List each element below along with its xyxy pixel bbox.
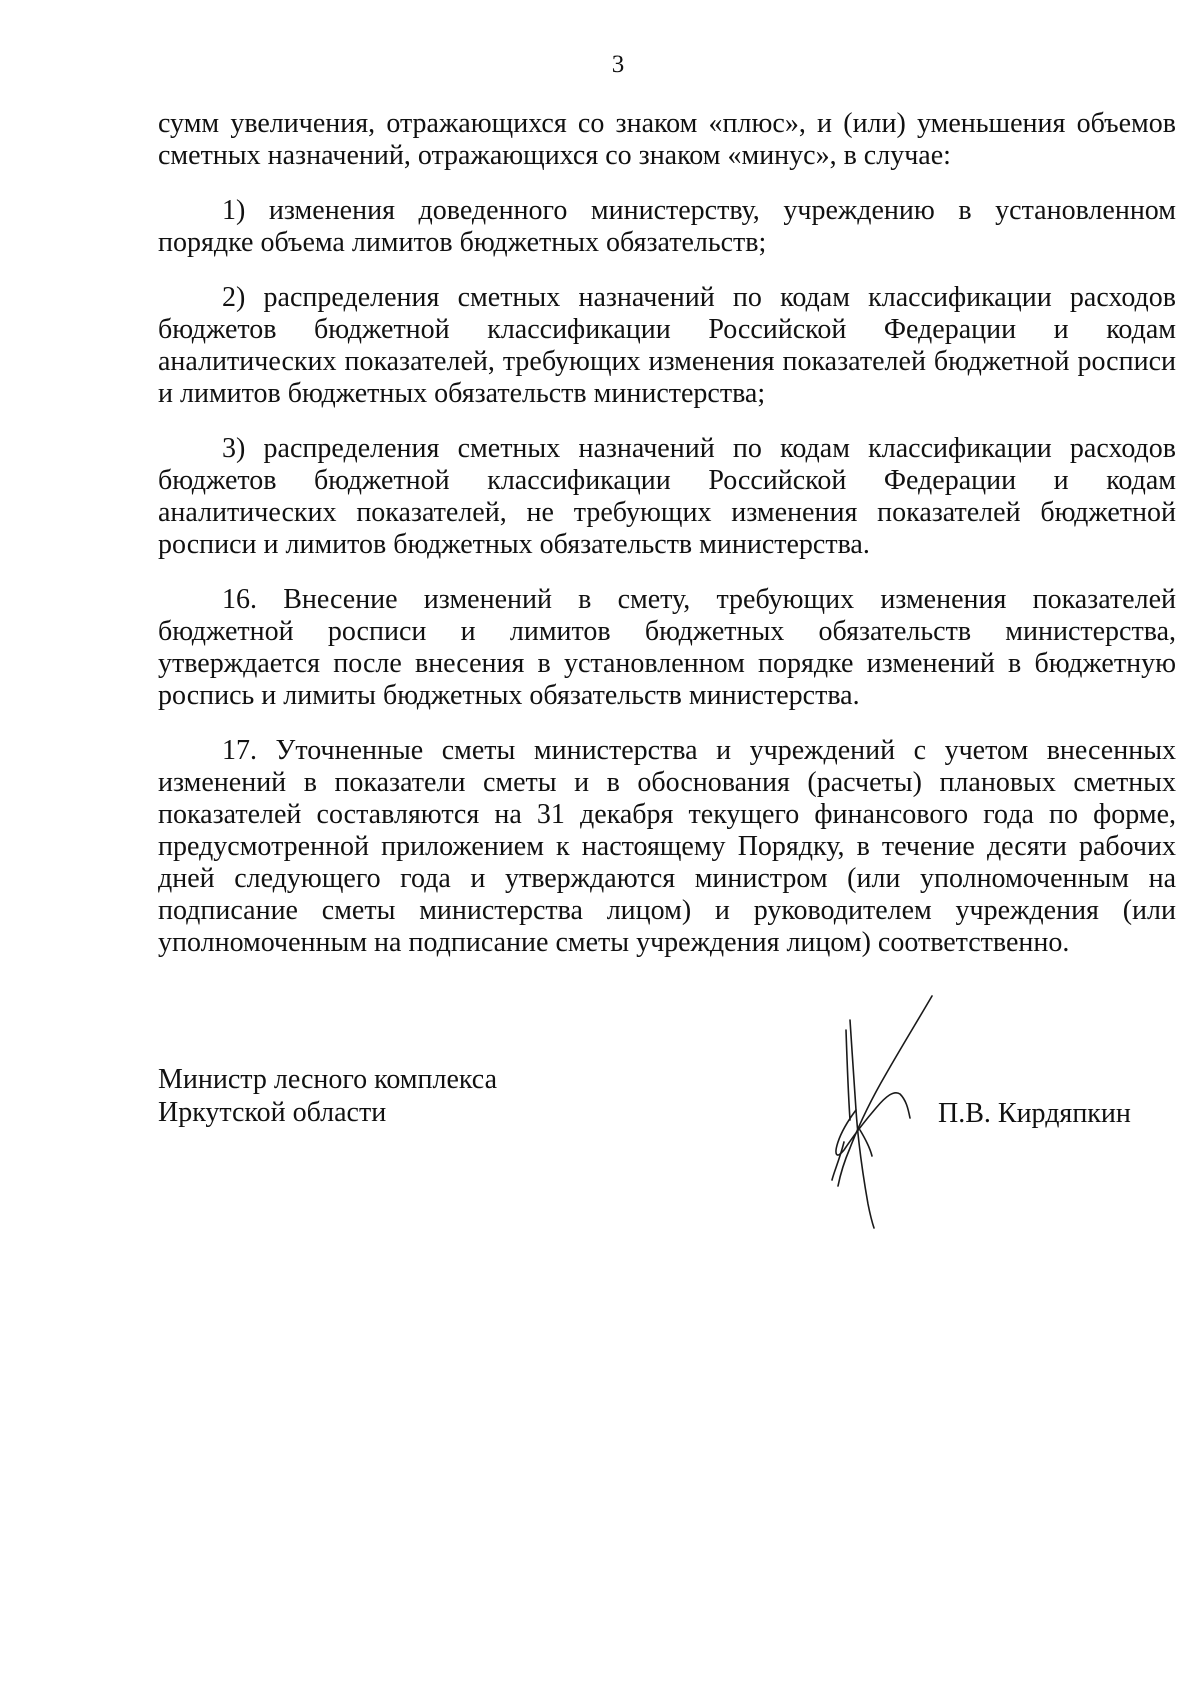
paragraph-item-3: 3) распределения сметных назначений по кодам классификации расходов бюджетов бюджетной классификации Российской Федерации и кодам аналитических показателей, не требующих изменения показателей бюджетной росписи и лимитов бюджетных обязательств министерства. [158, 433, 1176, 560]
paragraph-section-17: 17. Уточненные сметы министерства и учреждений с учетом внесенных изменений в показатели сметы и в обоснования (расчеты) плановых сметных показателей составляются на 31 декабря текущего финансового года по форме, предусмотренной приложением к настоящему Порядку, в течение десяти рабочих дней следующего года и утверждаются министром (или уполномоченным на подписание сметы министерства лицом) и руководителем учреждения (или уполномоченным на подписание сметы учреждения лицом) соответственно. [158, 735, 1176, 958]
paragraph-item-1: 1) изменения доведенного министерству, учреждению в установленном порядке объема лимитов бюджетных обязательств; [158, 195, 1176, 258]
page-number: 3 [611, 51, 625, 78]
signature-block [158, 1064, 1176, 1244]
handwritten-signature [820, 990, 950, 1230]
paragraph-item-2: 2) распределения сметных назначений по кодам классификации расходов бюджетов бюджетной классификации Российской Федерации и кодам аналитических показателей, требующих изменения показателей бюджетной росписи и лимитов бюджетных обязательств министерства; [158, 282, 1176, 409]
signer-title-line-2: Иркутской области [158, 1097, 387, 1128]
paragraph-intro: сумм увеличения, отражающихся со знаком «плюс», и (или) уменьшения объемов сметных назначений, отражающихся со знаком «минус», в случае: [158, 108, 1176, 171]
paragraph-section-16: 16. Внесение изменений в смету, требующих изменения показателей бюджетной росписи и лимитов бюджетных обязательств министерства, утверждается после внесения в установленном порядке изменений в бюджетную роспись и лимиты бюджетных обязательств министерства. [158, 584, 1176, 711]
signer-title-line-1: Министр лесного комплекса [158, 1064, 498, 1095]
document-body [158, 108, 1176, 982]
signer-name: П.В. Кирдяпкин [938, 1098, 1131, 1129]
